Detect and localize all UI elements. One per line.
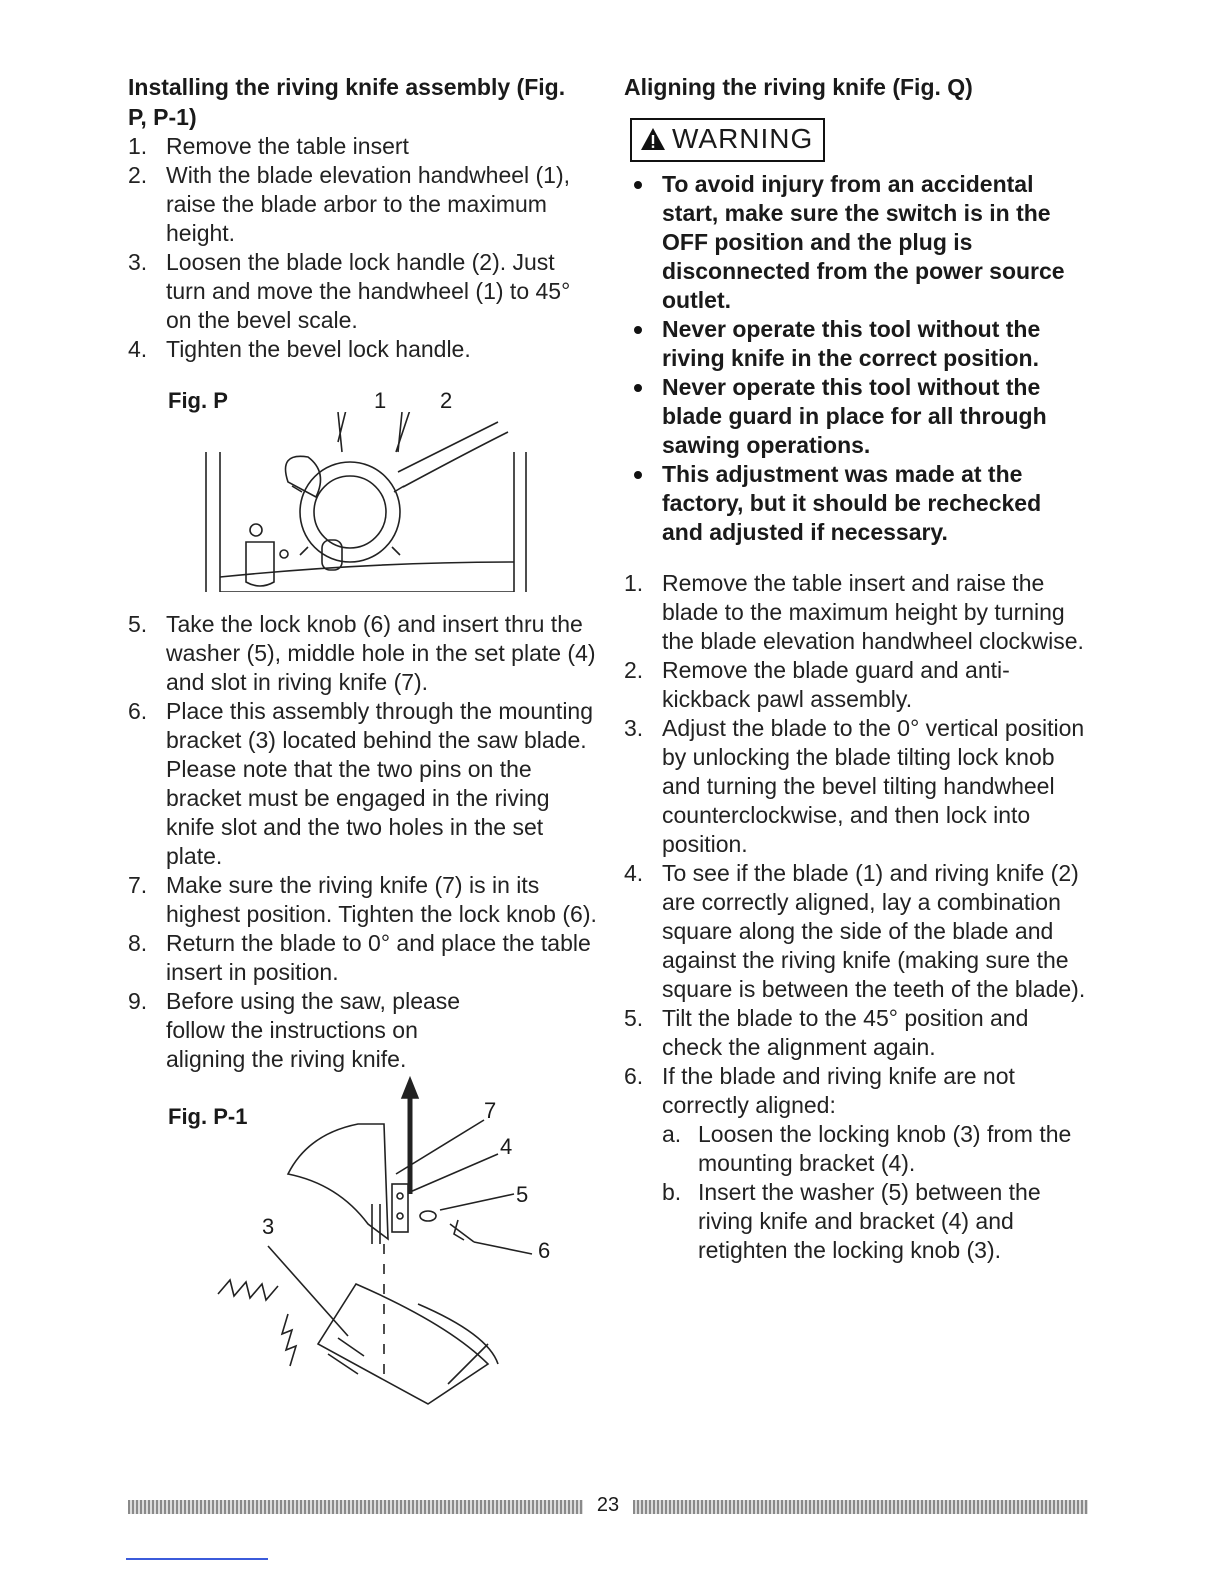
list-item: 4. Tighten the bevel lock handle.	[128, 336, 471, 362]
section-heading-aligning: Aligning the riving knife (Fig. Q)	[624, 74, 973, 100]
list-item: Never operate this tool without the riving knife in the correct position.	[624, 315, 1094, 373]
list-item: 8. Return the blade to 0° and place the table insert in position.	[128, 930, 591, 985]
list-item: 5. Tilt the blade to the 45° position and check the alignment again.	[624, 1005, 1029, 1060]
list-item: 1. Remove the table insert and raise the blade to the maximum height by turning the blade elevation handwheel clockwise.	[624, 570, 1084, 654]
figure-p1-callout-3: 3	[262, 1214, 275, 1239]
figure-p-label: Fig. P	[168, 388, 228, 413]
page-number: 23	[596, 1494, 620, 1516]
figure-p1-callout-5: 5	[516, 1182, 529, 1207]
figure-p-callout-1: 1	[374, 388, 387, 413]
scan-edge-line	[126, 1558, 268, 1560]
list-item: 5. Take the lock knob (6) and insert thru the washer (5), middle hole in the set plate (4) and slot in riving knife (7).	[128, 611, 596, 695]
footer-rule-right	[633, 1500, 1088, 1514]
riving-knife-install-illustration	[188, 1074, 568, 1414]
list-item: 4. To see if the blade (1) and riving knife (2) are correctly aligned, lay a combination square along the side of the blade and against the riving knife (making sure the square is between the teeth of the blade).	[624, 860, 1086, 1002]
list-item: 6. Place this assembly through the mounting bracket (3) located behind the saw blade. Please note that the two pins on the bracket must be engaged in the riving knife slot and the two holes in the set plate.	[128, 698, 594, 869]
figure-p1	[128, 1074, 598, 1414]
footer-rule-left	[128, 1500, 583, 1514]
list-item: 3. Loosen the blade lock handle (2). Just turn and move the handwheel (1) to 45° on the bevel scale.	[128, 249, 571, 333]
riving-knife-mechanism-illustration	[198, 412, 558, 592]
page-footer	[128, 1494, 1088, 1520]
bullet-icon	[634, 181, 642, 189]
list-item: b. Insert the washer (5) between the riving knife and bracket (4) and retighten the locking knob (3).	[662, 1179, 1041, 1263]
aligning-substeps	[662, 1120, 1094, 1265]
left-column	[128, 72, 598, 1414]
list-item: 9. Before using the saw, please follow the instructions on aligning the riving knife.	[128, 988, 461, 1072]
install-steps-part2	[128, 610, 598, 1074]
warning-list	[624, 170, 1094, 547]
list-item: To avoid injury from an accidental start, make sure the switch is in the OFF position and the plug is disconnected from the power source outlet.	[624, 170, 1072, 315]
list-item: Never operate this tool without the blade guard in place for all through sawing operations.	[624, 373, 1062, 460]
figure-p1-callout-6: 6	[538, 1238, 551, 1263]
bullet-icon	[634, 384, 642, 392]
figure-p1-label: Fig. P-1	[168, 1104, 248, 1129]
section-heading-installing: Installing the riving knife assembly (Fig. P, P-1)	[128, 74, 566, 130]
list-item: 2. With the blade elevation handwheel (1), raise the blade arbor to the maximum height.	[128, 162, 571, 246]
list-item: This adjustment was made at the factory, but it should be rechecked and adjusted if necessary.	[624, 460, 1052, 547]
list-item: 3. Adjust the blade to the 0° vertical position by unlocking the blade tilting lock knob and turning the bevel tilting handwheel counterclockwise, and then lock into position.	[624, 715, 1085, 857]
bullet-icon	[634, 471, 642, 479]
list-item: 2. Remove the blade guard and anti-kickback pawl assembly.	[624, 657, 1010, 712]
figure-p1-callout-7: 7	[484, 1098, 497, 1123]
figure-p-callout-2: 2	[440, 388, 453, 413]
warning-triangle-icon	[640, 127, 666, 151]
list-item: 1. Remove the table insert	[128, 133, 409, 159]
figure-p1-callout-4: 4	[500, 1134, 513, 1159]
warning-label: WARNING	[672, 123, 814, 154]
list-item: a. Loosen the locking knob (3) from the mounting bracket (4).	[662, 1121, 1072, 1176]
install-steps-part1	[128, 132, 598, 364]
bullet-icon	[634, 326, 642, 334]
aligning-steps	[624, 569, 1094, 1265]
figure-p	[128, 376, 598, 596]
list-item: 6. If the blade and riving knife are not correctly aligned: a. Loosen the locking knob (3) from the mounting bracket (4). b. Insert the washer (5) between the riving knife and bracket (4) and retighten the locking knob (3).	[624, 1062, 1094, 1265]
right-column	[624, 72, 1094, 1265]
list-item: 7. Make sure the riving knife (7) is in its highest position. Tighten the lock knob (6).	[128, 872, 597, 927]
warning-banner	[630, 118, 825, 162]
